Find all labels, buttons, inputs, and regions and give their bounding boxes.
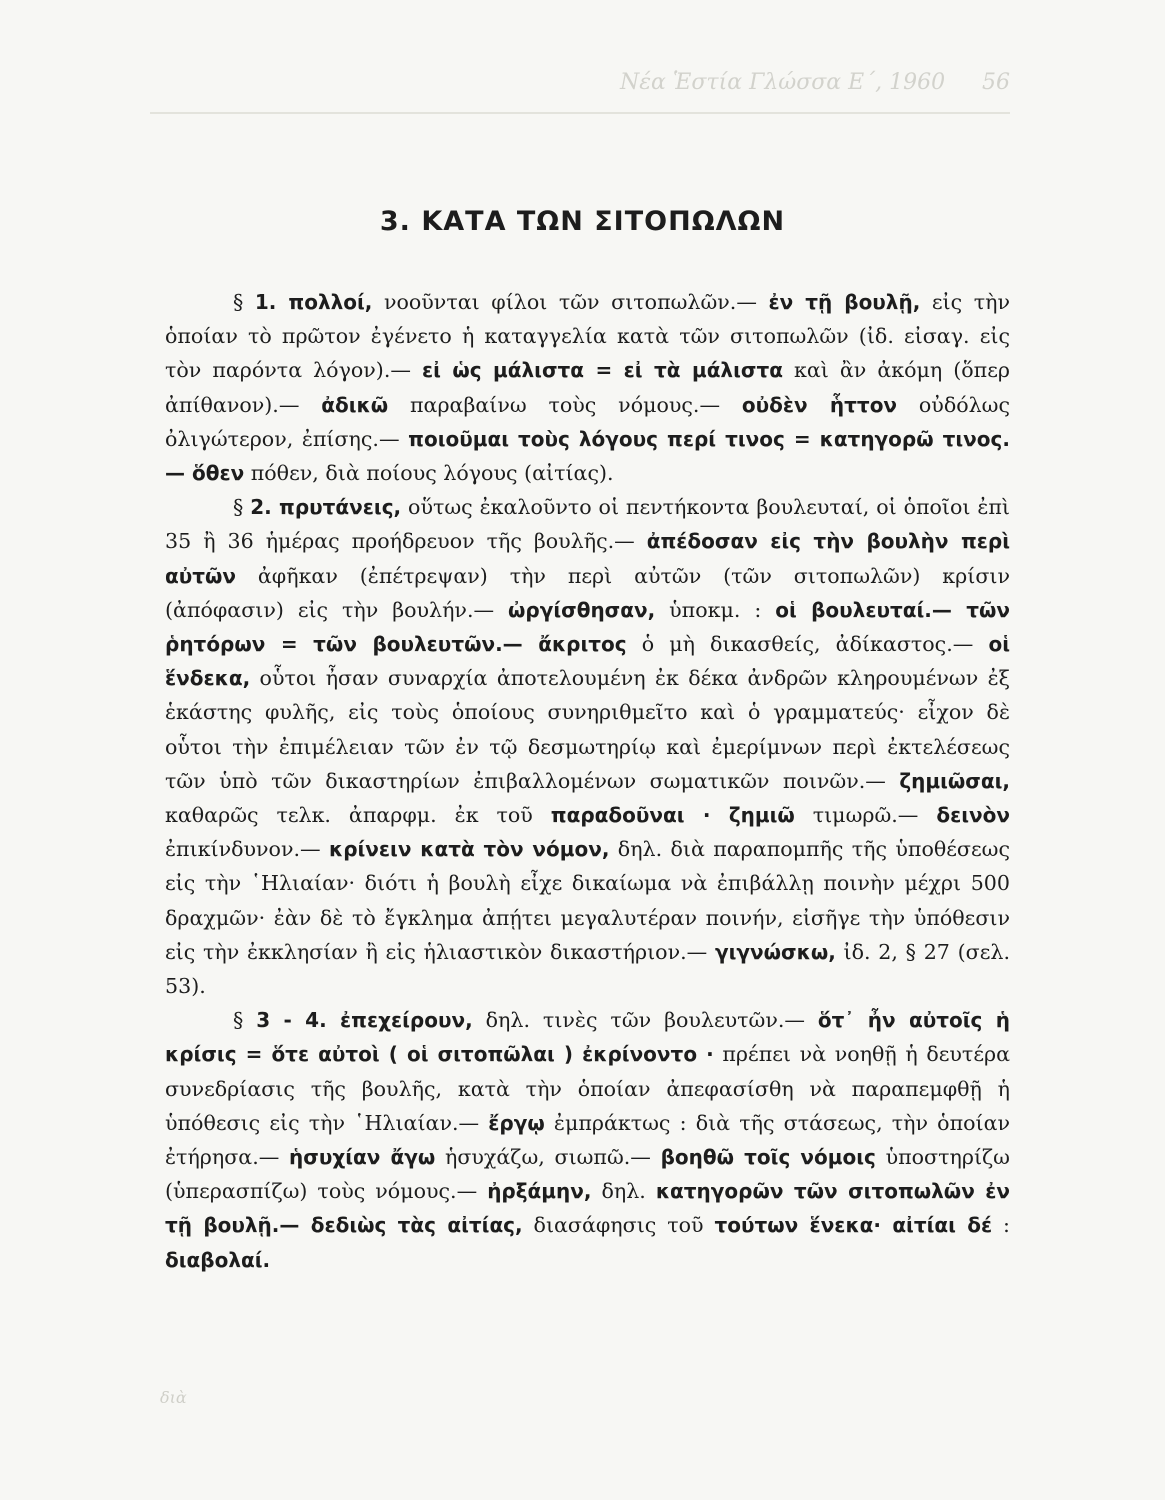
lemma: γιγνώσκω, xyxy=(714,939,836,964)
gloss: διασάφησις τοῦ xyxy=(522,1213,715,1238)
lemma: ἀδικῶ xyxy=(321,392,389,417)
gloss: νοοῦνται φίλοι τῶν σιτοπωλῶν.— xyxy=(372,290,769,314)
lemma: ὠργίσθησαν, xyxy=(508,597,656,622)
gloss: εἰς τὴν ὁποίαν τὸ πρῶτον ἐγένετο ἡ καταγγελία κατὰ τῶν σιτοπωλῶν (ἰδ. εἰσαγ. εἰς τὸν παρόντα λόγον).— xyxy=(165,290,1010,383)
gloss: ἡσυχάζω, σιωπῶ.— xyxy=(435,1145,661,1170)
gloss: πρέπει νὰ νοηθῇ ἡ δευτέρα συνεδρίασις τῆς βουλῆς, κατὰ τὴν ὁποίαν ἀπεφασίσθη νὰ παραπεμφθῇ ἡ ὑπόθεσις εἰς τὴν ῾Ηλιαίαν.— xyxy=(165,1042,1011,1135)
lemma: βοηθῶ τοῖς νόμοις xyxy=(660,1145,876,1170)
lemma: ποιοῦμαι τοὺς λόγους περί τινος = κατηγορῶ τινος.— ὅθεν xyxy=(165,426,1010,486)
lemma: διαβολαί. xyxy=(165,1247,271,1272)
paragraph-2 xyxy=(165,490,1010,1003)
lemma: ζημιῶσαι, xyxy=(899,768,1010,793)
gloss: οὗτοι ἦσαν συναρχία ἀποτελουμένη ἐκ δέκα ἀνδρῶν κληρουμένων ἐξ ἑκάστης φυλῆς, εἰς τοὺς ὁποίους συνηριθμεῖτο καὶ ὁ γραμματεύς· εἶχον δὲ οὗτοι τὴν ἐπιμέλειαν τῶν ἐν τῷ δεσμωτηρίῳ καὶ ἐμερίμνων περὶ ἐκτελέσεως τῶν ὑπὸ τῶν δικαστηρίων ἐπιβαλλομένων σωματικῶν ποινῶν.— xyxy=(165,666,1010,793)
gloss: ὑποστηρίζω (ὑπερασπίζω) τοὺς νόμους.— xyxy=(165,1145,1010,1204)
gloss: καὶ ἂν ἀκόμη (ὅπερ ἀπίθανον).— xyxy=(165,358,1010,417)
lemma: εἰ ὡς μάλιστα = εἰ τὰ μάλιστα xyxy=(422,358,783,383)
gloss: ἰδ. 2, § 27 (σελ. 53). xyxy=(165,939,1010,999)
lemma: δεινὸν xyxy=(936,803,1010,828)
gloss: ἀφῆκαν (ἐπέτρεψαν) τὴν περὶ αὐτῶν (τῶν σιτοπωλῶν) κρίσιν (ἀπόφασιν) εἰς τὴν βουλήν.— xyxy=(165,563,1010,622)
gloss: : xyxy=(992,1213,1010,1238)
lemma: ἐν τῇ βουλῇ, xyxy=(768,290,921,314)
gloss: δηλ. τινὲς τῶν βουλευτῶν.— xyxy=(472,1008,818,1033)
gloss: οὕτως ἐκαλοῦντο οἱ πεντήκοντα βουλευταί, οἱ ὁποῖοι ἐπὶ 35 ἢ 36 ἡμέρας προήδρευον τῆς βουλῆς.— xyxy=(165,495,1010,554)
gloss: οὐδόλως ὀλιγώτερον, ἐπίσης.— xyxy=(165,392,1010,451)
gloss: δηλ. διὰ παραπομπῆς τῆς ὑποθέσεως εἰς τὴν ῾Ηλιαίαν· διότι ἡ βουλὴ εἶχε δικαίωμα νὰ ἐπιβάλλῃ ποινὴν μέχρι 500 δραχμῶν· ἐὰν δὲ τὸ ἔγκλημα ἀπῄτει μεγαλυτέραν ποινήν, εἰσῆγε τὴν ὑπόθεσιν εἰς τὴν ἐκκλησίαν ἢ εἰς ἡλιαστικὸν δικαστήριον.— xyxy=(165,837,1010,964)
page-number: 56 xyxy=(982,70,1010,95)
lemma: ὅτ᾽ ἦν αὐτοῖς ἡ κρίσις = ὅτε αὐτοὶ ( οἱ σιτοπῶλαι ) ἐκρίνοντο · xyxy=(165,1008,1010,1067)
gloss: ἐμπράκτως : διὰ τῆς στάσεως, τὴν ὁποίαν ἐτήρησα.— xyxy=(165,1110,1010,1170)
lemma: παραδοῦναι · ζημιῶ xyxy=(550,803,795,828)
section-title: 3. ΚΑΤΑ ΤΩΝ ΣΙΤΟΠΩΛΩΝ xyxy=(379,206,786,237)
running-header xyxy=(150,62,1010,102)
gloss: § xyxy=(233,1008,257,1033)
lemma: οἱ βουλευταί.— τῶν ῥητόρων = τῶν βουλευτῶν.— ἄκριτος xyxy=(165,597,1010,657)
gloss: πόθεν, διὰ ποίους λόγους (αἰτίας). xyxy=(244,461,614,486)
gloss: ὁ μὴ δικασθείς, ἀδίκαστος.— xyxy=(626,632,989,657)
paragraph-3 xyxy=(165,1003,1010,1277)
lemma: ἀπέδοσαν εἰς τὴν βουλὴν περὶ αὐτῶν xyxy=(165,529,1011,588)
lemma: κρίνειν κατὰ τὸν νόμον, xyxy=(328,837,610,862)
gloss: ἐπικίνδυνον.— xyxy=(165,837,329,862)
margin-note: διὰ xyxy=(160,1388,187,1407)
header-rule xyxy=(150,112,1010,114)
paragraph-1 xyxy=(165,285,1010,490)
lemma: ἔργῳ xyxy=(488,1110,545,1135)
gloss: § xyxy=(233,290,255,314)
lemma: οἱ ἕνδεκα, xyxy=(165,632,1011,691)
gloss: δηλ. xyxy=(591,1179,656,1204)
gloss: § xyxy=(233,495,251,520)
gloss: καθαρῶς τελκ. ἀπαρφμ. ἐκ τοῦ xyxy=(165,803,551,828)
gloss: παραβαίνω τοὺς νόμους.— xyxy=(388,392,742,417)
lemma: οὐδὲν ἧττον xyxy=(741,392,898,417)
lemma: 1. πολλοί, xyxy=(254,290,373,314)
lemma: τούτων ἕνεκα· αἰτίαι δέ xyxy=(714,1213,993,1238)
gloss: ὑποκμ. : xyxy=(655,597,776,622)
gloss: τιμωρῶ.— xyxy=(794,803,937,828)
lemma: ἠρξάμην, xyxy=(487,1179,592,1204)
journal-title: Νέα Ἑστία Γλώσσα Ε΄, 1960 xyxy=(620,70,946,95)
lemma: κατηγορῶν τῶν σιτοπωλῶν ἐν τῇ βουλῇ.— δεδιὼς τὰς αἰτίας, xyxy=(165,1179,1010,1238)
lemma: 3 - 4. ἐπεχείρουν, xyxy=(256,1008,473,1033)
lemma: ἡσυχίαν ἄγω xyxy=(289,1145,436,1170)
lemma: 2. πρυτάνεις, xyxy=(250,495,402,520)
commentary-body xyxy=(165,285,1010,1277)
